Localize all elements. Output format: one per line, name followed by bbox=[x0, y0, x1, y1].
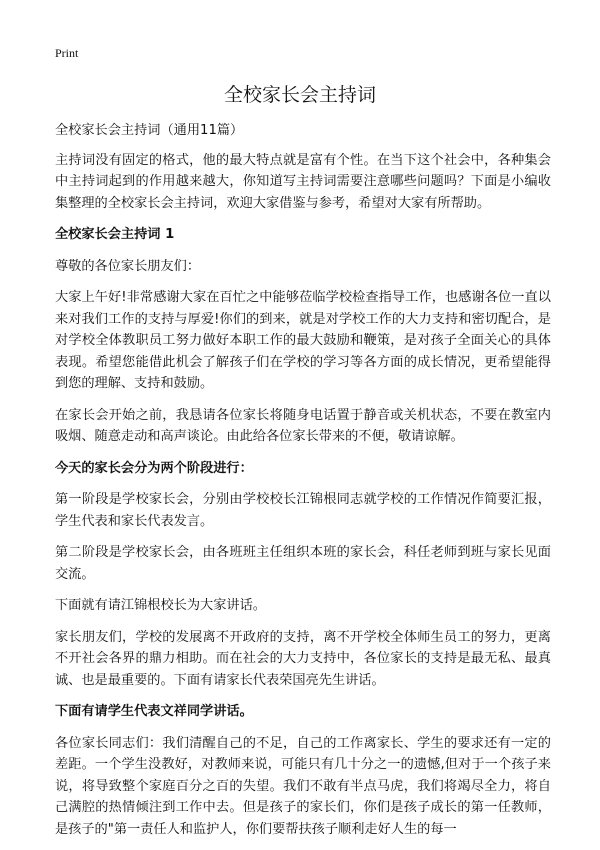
paragraph-3: 下面就有请江锦根校长为大家讲话。 bbox=[55, 598, 266, 613]
document-body bbox=[55, 120, 551, 850]
print-link[interactable]: Print bbox=[55, 46, 79, 60]
document-subtitle: 全校家长会主持词（通用11篇） bbox=[55, 123, 244, 138]
page-title: 全校家长会主持词 bbox=[223, 84, 376, 106]
stage-2-paragraph: 第二阶段是学校家长会，由各班班主任组织本班的家长会，科任老师到班与家长见面交流。 bbox=[55, 545, 551, 582]
paragraph-5: 各位家长同志们：我们清醒自己的不足，自己的工作离家长、学生的要求还有一定的差距。一个学生没教好，对教师来说，可能只有几十分之一的遗憾,但对于一个孩子来说，将导致整个家庭百分之百的失望。我们不敢有半点马虎，我们将竭尽全力，将自己满腔的热情倾注到工作中去。但是孩子的家长们，你们是孩子成长的第一任教师，是孩子的"第一责任人和监护人，你们要帮扶孩子顺利走好人生的每一 bbox=[55, 735, 551, 837]
intro-paragraph: 主持词没有固定的格式，他的最大特点就是富有个性。在当下这个社会中，各种集会中主持词起到的作用越来越大，你知道写主持词需要注意哪些问题吗？下面是小编收集整理的全校家长会主持词，欢迎大家借鉴与参考，希望对大家有所帮助。 bbox=[55, 152, 551, 211]
stages-heading: 今天的家长会分为两个阶段进行： bbox=[55, 460, 253, 476]
greeting-paragraph: 尊敬的各位家长朋友们： bbox=[55, 258, 201, 274]
student-speech-heading: 下面有请学生代表文祥同学讲话。 bbox=[55, 704, 253, 719]
paragraph-2: 在家长会开始之前，我恳请各位家长将随身电话置于静音或关机状态，不要在教室内吸烟、随意走动和高声谈论。由此给各位家长带来的不便，敬请谅解。 bbox=[55, 407, 551, 444]
stage-1-paragraph: 第一阶段是学校家长会，分别由学校校长江锦根同志就学校的工作情况作简要汇报，学生代表和家长代表发言。 bbox=[55, 492, 551, 529]
section-heading-1: 全校家长会主持词 1 bbox=[55, 227, 175, 242]
paragraph-1: 大家上午好!非常感谢大家在百忙之中能够莅临学校检查指导工作，也感谢各位一直以来对我们工作的支持与厚爱!你们的到来，就是对学校工作的大力支持和密切配合，是对学校全体教职员工努力做好本职工作的最大鼓励和鞭策，是对孩子全面关心的具体表现。希望您能借此机会了解孩子们在学校的学习等各方面的成长情况，更希望能得到您的理解、支持和鼓励。 bbox=[55, 290, 551, 391]
paragraph-4: 家长朋友们，学校的发展离不开政府的支持，离不开学校全体师生员工的努力，更离不开社会各界的鼎力相助。而在社会的大力支持中，各位家长的支持是最无私、最真诚、也是最重要的。下面有请家长代表荣国亮先生讲话。 bbox=[55, 629, 551, 688]
